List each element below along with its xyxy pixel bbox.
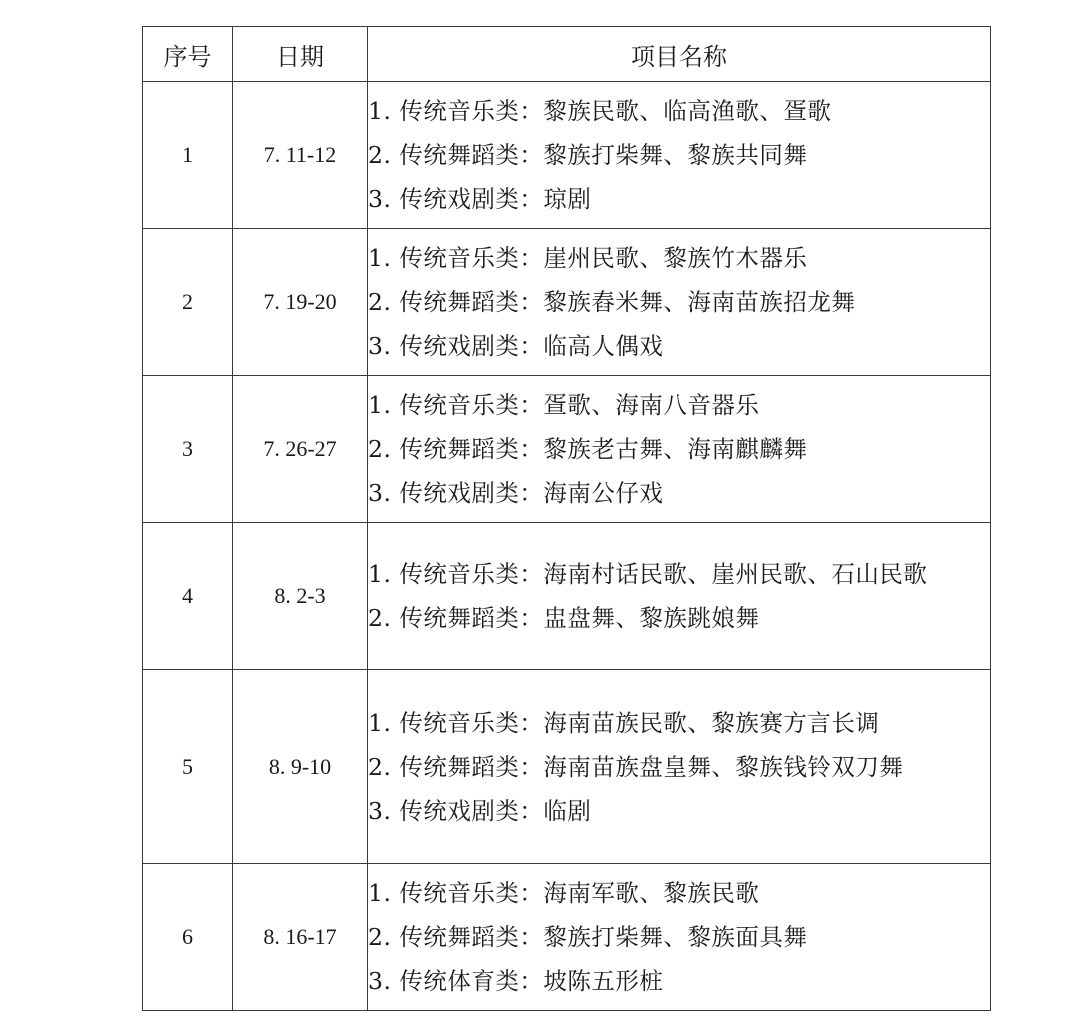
row-items bbox=[368, 229, 991, 376]
item-line: 1. 传统音乐类：崖州民歌、黎族竹木器乐 bbox=[368, 244, 808, 272]
row-items bbox=[368, 670, 991, 864]
row-date: 8. 16-17 bbox=[233, 864, 368, 1011]
item-line: 2. 传统舞蹈类：黎族打柴舞、黎族面具舞 bbox=[368, 923, 808, 951]
row-items bbox=[368, 864, 991, 1011]
item-line: 1. 传统音乐类：海南村话民歌、崖州民歌、石山民歌 bbox=[368, 560, 928, 588]
row-number: 4 bbox=[143, 523, 233, 670]
header-date: 日期 bbox=[233, 27, 368, 82]
row-items bbox=[368, 82, 991, 229]
item-line: 1. 传统音乐类：海南军歌、黎族民歌 bbox=[368, 879, 760, 907]
row-date: 8. 2-3 bbox=[233, 523, 368, 670]
item-line: 2. 传统舞蹈类：盅盘舞、黎族跳娘舞 bbox=[368, 604, 760, 632]
item-line: 3. 传统戏剧类：琼剧 bbox=[368, 185, 592, 213]
row-date: 7. 11-12 bbox=[233, 82, 368, 229]
item-line: 2. 传统舞蹈类：海南苗族盘皇舞、黎族钱铃双刀舞 bbox=[368, 752, 904, 781]
item-line: 2. 传统舞蹈类：黎族舂米舞、海南苗族招龙舞 bbox=[368, 288, 856, 316]
table-row bbox=[143, 864, 991, 1011]
row-date: 7. 26-27 bbox=[233, 376, 368, 523]
row-number: 1 bbox=[143, 82, 233, 229]
item-line: 3. 传统戏剧类：临剧 bbox=[368, 796, 592, 825]
header-num: 序号 bbox=[143, 27, 233, 82]
row-number: 6 bbox=[143, 864, 233, 1011]
row-date: 8. 9-10 bbox=[233, 670, 368, 864]
schedule-table bbox=[142, 26, 991, 1011]
header-items: 项目名称 bbox=[368, 27, 991, 82]
row-items bbox=[368, 376, 991, 523]
row-number: 2 bbox=[143, 229, 233, 376]
row-items bbox=[368, 523, 991, 670]
item-line: 3. 传统戏剧类：临高人偶戏 bbox=[368, 332, 664, 360]
row-number: 3 bbox=[143, 376, 233, 523]
row-number: 5 bbox=[143, 670, 233, 864]
item-line: 2. 传统舞蹈类：黎族打柴舞、黎族共同舞 bbox=[368, 141, 808, 169]
item-line: 1. 传统音乐类：黎族民歌、临高渔歌、疍歌 bbox=[368, 97, 832, 125]
table-row bbox=[143, 670, 991, 864]
item-line: 1. 传统音乐类：疍歌、海南八音器乐 bbox=[368, 391, 760, 419]
item-line: 2. 传统舞蹈类：黎族老古舞、海南麒麟舞 bbox=[368, 435, 808, 463]
item-line: 1. 传统音乐类：海南苗族民歌、黎族赛方言长调 bbox=[368, 708, 880, 737]
item-line: 3. 传统戏剧类：海南公仔戏 bbox=[368, 479, 664, 507]
table-row bbox=[143, 82, 991, 229]
item-line: 3. 传统体育类：坡陈五形桩 bbox=[368, 967, 664, 995]
row-date: 7. 19-20 bbox=[233, 229, 368, 376]
table-row bbox=[143, 523, 991, 670]
header-row bbox=[143, 27, 991, 82]
table-row bbox=[143, 376, 991, 523]
table-row bbox=[143, 229, 991, 376]
